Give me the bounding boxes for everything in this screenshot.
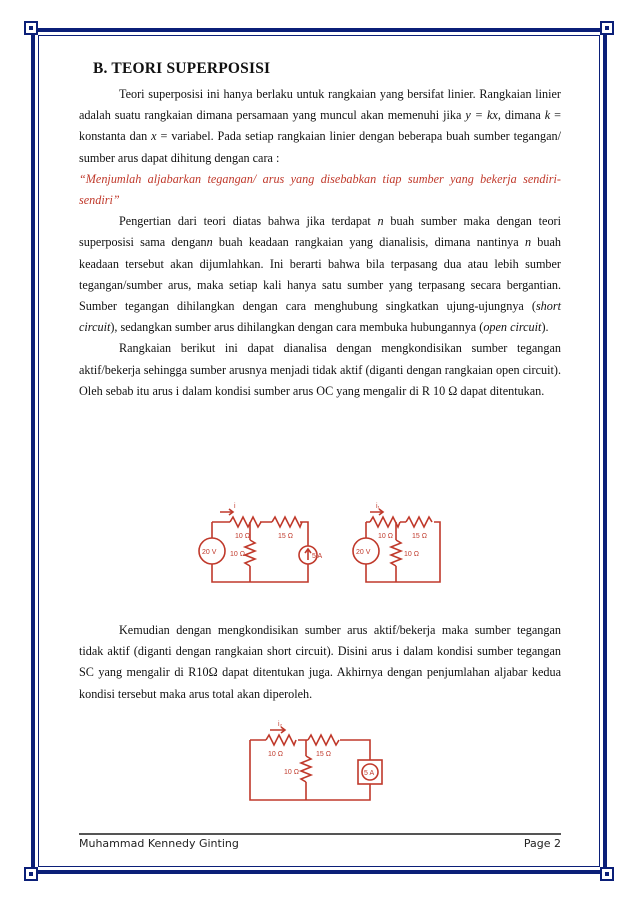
document-body	[79, 60, 561, 402]
resistor-10-ohm	[266, 735, 296, 745]
text: Teori superposisi ini hanya berlaku untuk rangkaian yang bersifat linier. Rangkaian linier adalah suatu rangkaian dimana persamaan yang muncul akan memenuhi jika	[79, 87, 561, 123]
document-body-continued	[79, 620, 561, 705]
resistor-label: 15 Ω	[278, 533, 293, 540]
paragraph-voltage-active: Rangkaian berikut ini dapat dianalisa dengan mengkondisikan sumber tegangan aktif/bekerja sehingga sumber arusnya menjadi tidak aktif (diganti dengan rangkaian open circuit). Oleh sebab itu arus i dalam kondisi sumber arus OC yang mengalir di R 10 Ω dapat ditentukan.	[79, 341, 561, 398]
resistor-label: 10 Ω	[268, 751, 283, 758]
corner-ornament	[600, 21, 614, 35]
current-arrow-icon	[220, 509, 233, 515]
quote-rule: “Menjumlah aljabarkan tegangan/ arus yang disebabkan tiap sumber yang bekerja sendiri-sendiri”	[79, 171, 561, 208]
term: open circuit	[483, 320, 542, 335]
variable: n	[377, 214, 384, 229]
text: ).	[541, 320, 549, 335]
resistor-label: 10 Ω	[235, 533, 250, 540]
circuit-diagram-current-only	[246, 718, 386, 808]
circuit-diagram-full	[202, 490, 323, 590]
corner-ornament	[24, 21, 38, 35]
current-label: i	[234, 503, 236, 510]
source-label: 5 A	[312, 553, 323, 560]
paragraph-current-active: Kemudian dengan mengkondisikan sumber arus aktif/bekerja maka sumber tegangan tidak aktif (diganti dengan rangkaian short circuit). Disini arus i dalam kondisi sumber tegangan SC yang mengalir di R10Ω dapat ditentukan juga. Akhirnya dengan penjumlahan aljabar kedua kondisi tersebut maka arus total akan diperoleh.	[79, 623, 561, 701]
variable: n	[206, 235, 213, 250]
resistor-label: 10 Ω	[404, 551, 419, 558]
page-footer	[79, 837, 561, 850]
resistor-vertical	[245, 540, 255, 566]
footer-page-number: Page 2	[523, 837, 561, 850]
resistor-label: 10 Ω	[284, 769, 299, 776]
text: buah keadaan rangkaian yang dianalisis, dimana nantinya	[212, 235, 525, 250]
paragraph-explanation	[79, 211, 561, 338]
source-label: 5 A	[364, 770, 375, 777]
source-label: 20 V	[202, 549, 217, 556]
resistor-15-ohm	[272, 517, 302, 527]
resistor-label: 15 Ω	[316, 751, 331, 758]
paragraph-definition	[79, 84, 561, 169]
resistor-label: 10 Ω	[378, 533, 393, 540]
current-label: i₁	[376, 503, 380, 510]
text: = variabel. Pada setiap rangkaian linier dengan beberapa buah sumber tegangan/ sumber arus dapat dihitung dengan cara :	[79, 129, 561, 165]
text: buah sumber maka dengan teori superposisi sama dengan	[79, 214, 561, 250]
resistor-label: 10 Ω	[230, 551, 245, 558]
variable: n	[524, 235, 532, 250]
variable: x	[151, 129, 157, 144]
text: , dimana	[497, 108, 545, 123]
resistor-vertical	[391, 540, 401, 566]
source-label: 20 V	[356, 549, 371, 556]
variable: k	[544, 108, 551, 123]
corner-ornament	[24, 867, 38, 881]
term: short circuit	[79, 299, 561, 335]
resistor-15-ohm	[308, 735, 339, 745]
text: Pengertian dari teori diatas bahwa jika terdapat	[119, 214, 378, 229]
current-label: i₂	[278, 721, 283, 728]
text: ), sedangkan sumber arus dihilangkan dengan cara membuka hubungannya (	[110, 320, 484, 335]
text: = konstanta dan	[79, 108, 562, 144]
footer-author: Muhammad Kennedy Ginting	[79, 837, 239, 850]
section-heading: B. TEORI SUPERPOSISI	[93, 60, 271, 77]
corner-ornament	[600, 867, 614, 881]
resistor-10-ohm	[230, 517, 261, 527]
resistor-vertical	[301, 756, 311, 782]
text: buah keadaan tersebut akan dijumlahkan. Ini berarti bahwa bila terpasang dua atau lebih sumber tegangan/sumber arus, maka setiap kali hanya satu sumber yang terpasang secara bergantian. Sumber tegangan dihilangkan dengan cara menghubung singkatkan ujung-ujungnya (	[79, 235, 561, 314]
circuit-diagram-voltage-only	[356, 490, 446, 590]
resistor-label: 15 Ω	[412, 533, 427, 540]
footer-divider	[79, 833, 561, 835]
equation: y = kx	[465, 108, 498, 123]
resistor-15-ohm	[406, 517, 432, 527]
